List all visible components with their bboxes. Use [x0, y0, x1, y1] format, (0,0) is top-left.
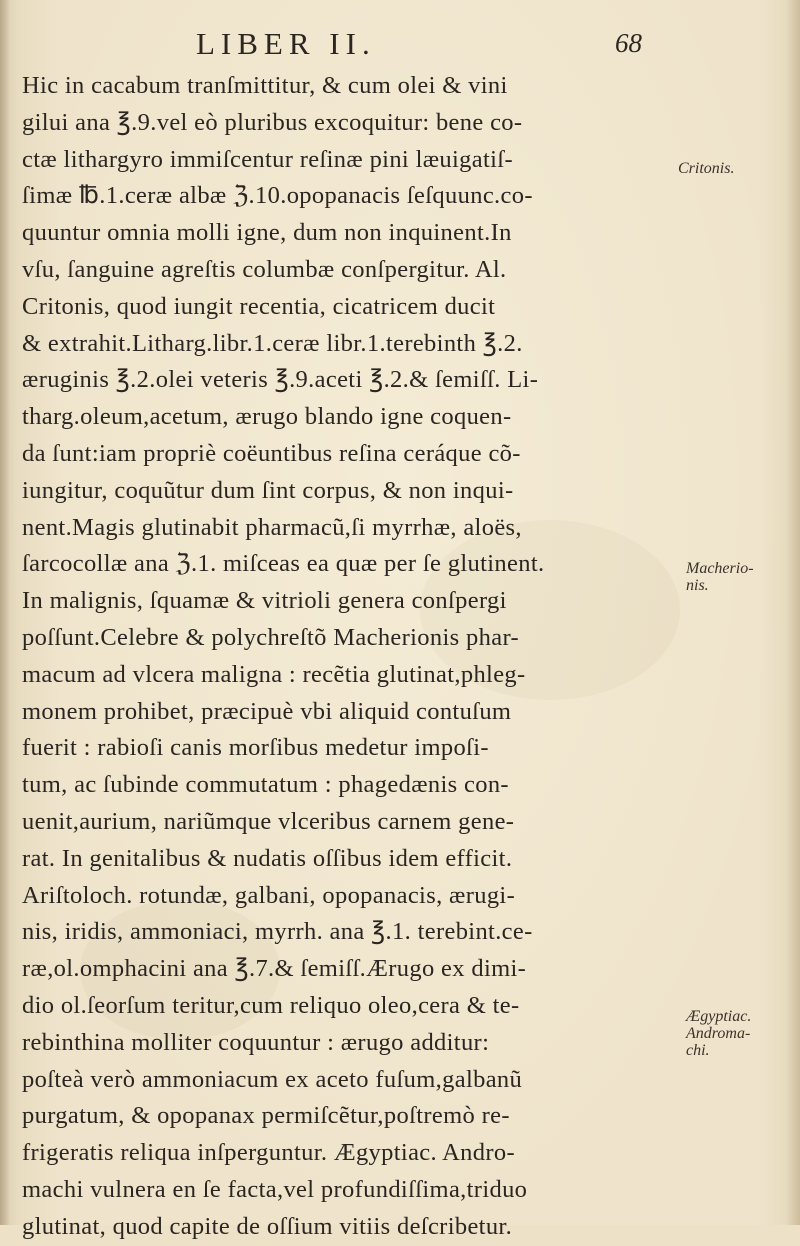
text-line: tharg.oleum,acetum, ærugo blando igne coquen-: [22, 403, 512, 431]
text-line: machi vulnera en ſe facta,vel profundiſſima,triduo: [22, 1175, 528, 1203]
text-line: ræ,ol.omphacini ana ℥.7.& ſemiſſ.Ærugo ex dimi-: [22, 955, 527, 983]
text-line: dio ol.ſeorſum teritur,cum reliquo oleo,cera & te-: [22, 991, 520, 1019]
margin-note-line: chi.: [686, 1042, 710, 1059]
book-section-title: LIBER II.: [196, 26, 376, 61]
text-line: da ſunt:iam propriè coëuntibus reſina ceráque cõ-: [22, 439, 521, 467]
text-line: fuerit : rabioſi canis morſibus medetur impoſi-: [22, 734, 489, 762]
text-line: macum ad vlcera maligna : recẽtia glutinat,phleg-: [22, 660, 526, 688]
text-line: Critonis, quod iungit recentia, cicatricem ducit: [22, 292, 496, 320]
margin-note-line: Macherio-: [686, 560, 754, 577]
text-line: frigeratis reliqua inſperguntur. Ægyptiac. Andro-: [22, 1139, 515, 1167]
text-line: vſu, ſanguine agreſtis columbæ conſpergitur. Al.: [22, 255, 507, 283]
text-line: quuntur omnia molli igne, dum non inquinent.In: [22, 219, 512, 247]
text-line: æruginis ℥.2.olei veteris ℥.9.aceti ℥.2.& ſemiſſ. Li-: [22, 366, 539, 394]
text-line: purgatum, & opopanax permiſcẽtur,poſtremò re-: [22, 1102, 510, 1130]
text-line: rebinthina molliter coquuntur : ærugo additur:: [22, 1028, 490, 1056]
margin-note-line: Ægyptiac.: [686, 1008, 752, 1025]
text-line: tum, ac ſubinde commutatum : phagedænis con-: [22, 771, 509, 799]
margin-note-critonis: [678, 160, 734, 177]
text-line: uenit,aurium, nariũmque vlceribus carnem gene-: [22, 807, 515, 835]
margin-note-line: Androma-: [686, 1025, 751, 1042]
page-number: 68: [615, 28, 642, 58]
text-line: Hic in cacabum tranſmittitur, & cum olei & vini: [22, 72, 508, 99]
margin-note-aegyptiac: [686, 1008, 751, 1059]
text-line: poſteà verò ammoniacum ex aceto fuſum,galbanũ: [22, 1065, 523, 1093]
text-line: rat. In genitalibus & nudatis oſſibus idem efficit.: [22, 844, 513, 872]
text-line: monem prohibet, præcipuè vbi aliquid contuſum: [22, 697, 512, 725]
running-head: [150, 26, 670, 66]
text-line: nis, iridis, ammoniaci, myrrh. ana ℥.1. terebint.ce-: [22, 918, 533, 946]
margin-note-line: nis.: [686, 577, 709, 594]
text-line: Ariſtoloch. rotundæ, galbani, opopanacis, ærugi-: [22, 881, 516, 909]
binding-gutter-shadow: [0, 0, 10, 1225]
text-line: ctæ lithargyro immiſcentur reſinæ pini læuigatiſ-: [22, 145, 513, 173]
text-line: ſarcocollæ ana ℨ.1. miſceas ea quæ per ſe glutinent.: [22, 550, 545, 578]
margin-note-line: Critonis.: [678, 160, 735, 177]
body-text: [22, 68, 662, 1246]
text-line: ſimæ ℔.1.ceræ albæ ℨ.10.opopanacis ſeſquunc.co-: [22, 182, 533, 210]
margin-note-macherionis: [686, 560, 754, 594]
page-edge-shadow: [786, 0, 800, 1225]
text-line: glutinat, quod capite de oſſium vitiis deſcribetur.: [22, 1212, 513, 1240]
text-line: In malignis, ſquamæ & vitrioli genera conſpergi: [22, 587, 507, 615]
text-line: poſſunt.Celebre & polychreſtõ Macherionis phar-: [22, 623, 519, 651]
text-line: gilui ana ℥.9.vel eò pluribus excoquitur: bene co-: [22, 108, 523, 136]
text-line: iungitur, coquũtur dum ſint corpus, & non inqui-: [22, 476, 514, 504]
text-line: & extrahit.Litharg.libr.1.ceræ libr.1.terebinth ℥.2.: [22, 329, 523, 357]
text-line: nent.Magis glutinabit pharmacũ,ſi myrrhæ, aloës,: [22, 513, 522, 541]
